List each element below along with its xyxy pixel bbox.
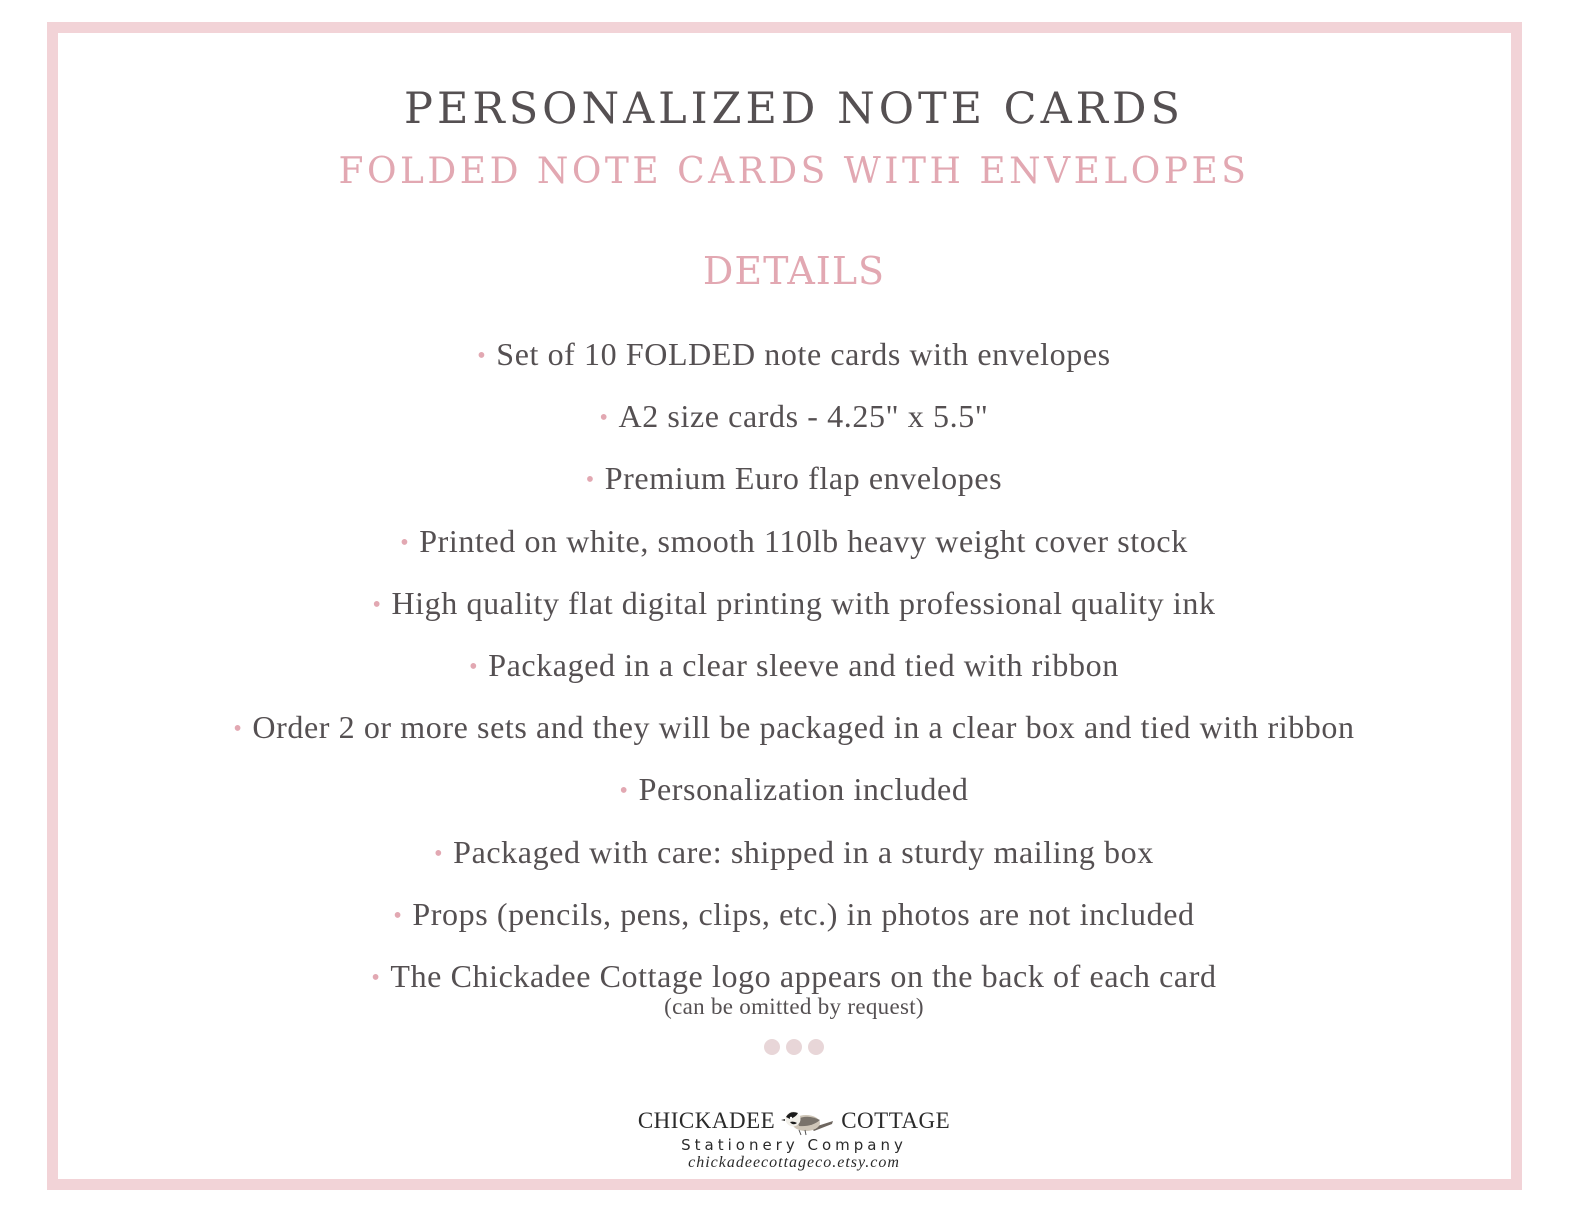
list-item-text: Order 2 or more sets and they will be packaged in a clear box and tied with ribbon bbox=[252, 709, 1355, 746]
list-item bbox=[80, 334, 1508, 396]
logo-note: (can be omitted by request) bbox=[664, 994, 924, 1019]
list-item-text: Packaged with care: shipped in a sturdy mailing box bbox=[453, 833, 1154, 870]
bullet-icon: • bbox=[469, 653, 479, 680]
list-item-text: Packaged in a clear sleeve and tied with ribbon bbox=[488, 646, 1119, 683]
logo-url: chickadeecottageco.etsy.com bbox=[688, 1154, 900, 1171]
list-item-text: Premium Euro flap envelopes bbox=[604, 460, 1003, 497]
bullet-icon: • bbox=[372, 591, 382, 618]
list-item bbox=[80, 894, 1508, 956]
logo-tagline: Stationery Company bbox=[681, 1136, 907, 1154]
list-item-text: Props (pencils, pens, clips, etc.) in photos are not included bbox=[412, 895, 1195, 932]
page-subtitle: FOLDED NOTE CARDS WITH ENVELOPES bbox=[338, 151, 1250, 192]
bullet-icon: • bbox=[233, 716, 243, 743]
list-item-text: Printed on white, smooth 110lb heavy weight cover stock bbox=[419, 522, 1188, 559]
details-list bbox=[80, 334, 1508, 1018]
details-heading: DETAILS bbox=[702, 249, 886, 293]
logo-name-right: COTTAGE bbox=[841, 1108, 951, 1133]
list-item bbox=[80, 707, 1508, 769]
list-item bbox=[80, 645, 1508, 707]
list-item bbox=[80, 521, 1508, 583]
logo-name-left: CHICKADEE bbox=[637, 1108, 776, 1133]
bullet-icon: • bbox=[477, 343, 487, 369]
divider-dots bbox=[0, 1039, 1588, 1055]
list-item bbox=[80, 583, 1508, 645]
bullet-icon: • bbox=[434, 840, 444, 867]
brand-logo bbox=[594, 1106, 994, 1172]
list-item-text: The Chickadee Cottage logo appears on the back of each card bbox=[390, 957, 1217, 994]
bullet-icon: • bbox=[393, 902, 403, 929]
bullet-icon: • bbox=[619, 778, 629, 805]
bullet-icon: • bbox=[585, 467, 595, 494]
list-item bbox=[80, 832, 1508, 894]
list-item-text: Set of 10 FOLDED note cards with envelopes bbox=[496, 336, 1111, 372]
bullet-icon: • bbox=[599, 405, 609, 432]
chickadee-bird-icon bbox=[781, 1106, 835, 1136]
list-item bbox=[80, 458, 1508, 520]
list-item bbox=[80, 396, 1508, 458]
dot-icon bbox=[808, 1039, 824, 1055]
list-item bbox=[80, 769, 1508, 831]
dot-icon bbox=[764, 1039, 780, 1055]
bullet-icon: • bbox=[371, 964, 381, 991]
list-item-text: A2 size cards - 4.25" x 5.5" bbox=[618, 398, 989, 435]
page-title: PERSONALIZED NOTE CARDS bbox=[404, 84, 1184, 134]
dot-icon bbox=[786, 1039, 802, 1055]
list-item-text: Personalization included bbox=[638, 771, 969, 808]
list-item-text: High quality flat digital printing with professional quality ink bbox=[391, 584, 1216, 621]
bullet-icon: • bbox=[400, 529, 410, 556]
